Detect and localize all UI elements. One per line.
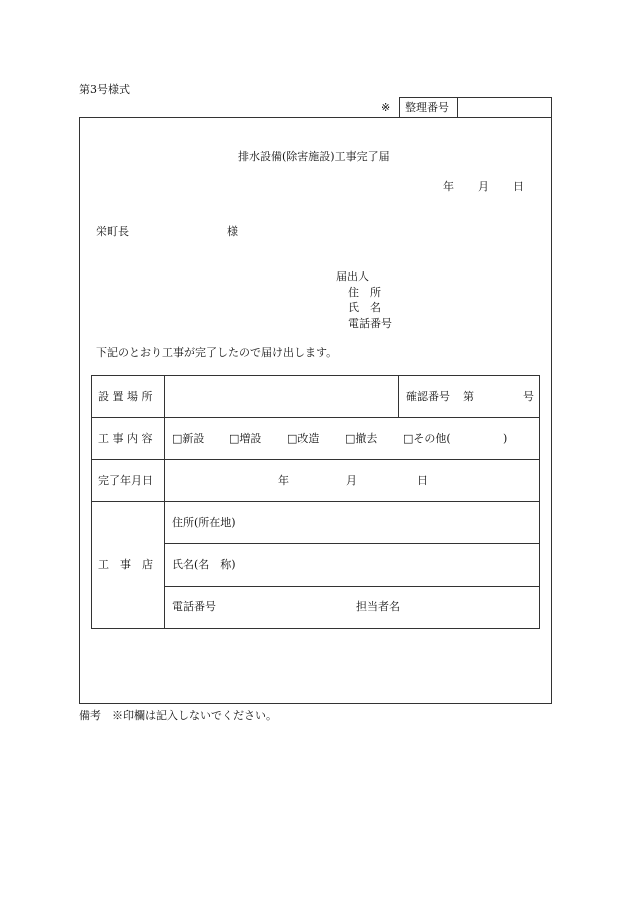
date-day: 日 [513, 180, 524, 193]
table-row-divider [164, 586, 540, 587]
completion-year: 年 [278, 474, 289, 487]
confirm-number-label: 確認番号 [406, 390, 450, 403]
option-renovation[interactable]: □改造 [287, 432, 320, 445]
applicant-address-label: 住 所 [348, 286, 381, 299]
table-column-divider [398, 375, 399, 417]
work-content-label: 工 事 内 容 [98, 432, 153, 445]
option-other[interactable]: □その他( [403, 432, 451, 445]
date-year: 年 [443, 180, 454, 193]
option-other-close: ) [503, 432, 508, 445]
table-row-divider [91, 459, 540, 460]
date-month: 月 [478, 180, 489, 193]
table-row-divider [91, 501, 540, 502]
option-new[interactable]: □新設 [172, 432, 205, 445]
confirm-number-prefix: 第 [463, 390, 474, 403]
table-row-divider [91, 417, 540, 418]
applicant-name-label: 氏 名 [348, 301, 381, 314]
form-number: 第3号様式 [79, 83, 130, 96]
footnote: 備考 ※印欄は記入しないでください。 [79, 709, 277, 722]
location-label: 設 置 場 所 [98, 390, 153, 403]
contractor-name-label: 氏名(名 称) [172, 558, 236, 571]
table-column-divider [164, 375, 165, 629]
table-row-divider [164, 543, 540, 544]
applicant-phone-label: 電話番号 [348, 317, 392, 330]
contractor-address-label: 住所(所在地) [172, 516, 236, 529]
confirm-number-suffix: 号 [523, 390, 534, 403]
addressee-name: 栄町長 [96, 225, 129, 238]
option-removal[interactable]: □撤去 [345, 432, 378, 445]
contractor-label: 工 事 店 [98, 558, 153, 571]
statement-text: 下記のとおり工事が完了したので届け出します。 [96, 346, 338, 359]
applicant-heading: 届出人 [336, 270, 369, 283]
completion-day: 日 [417, 474, 428, 487]
completion-month: 月 [346, 474, 357, 487]
completion-date-label: 完了年月日 [98, 474, 153, 487]
form-title: 排水設備(除害施設)工事完了届 [238, 150, 390, 163]
contractor-phone-label: 電話番号 [172, 600, 216, 613]
contractor-person-label: 担当者名 [356, 600, 400, 613]
addressee-honorific: 様 [227, 225, 238, 238]
details-table [91, 375, 540, 629]
option-expansion[interactable]: □増設 [229, 432, 262, 445]
reference-label: 整理番号 [405, 101, 449, 114]
reference-divider [457, 97, 458, 118]
reference-mark: ※ [381, 101, 391, 114]
